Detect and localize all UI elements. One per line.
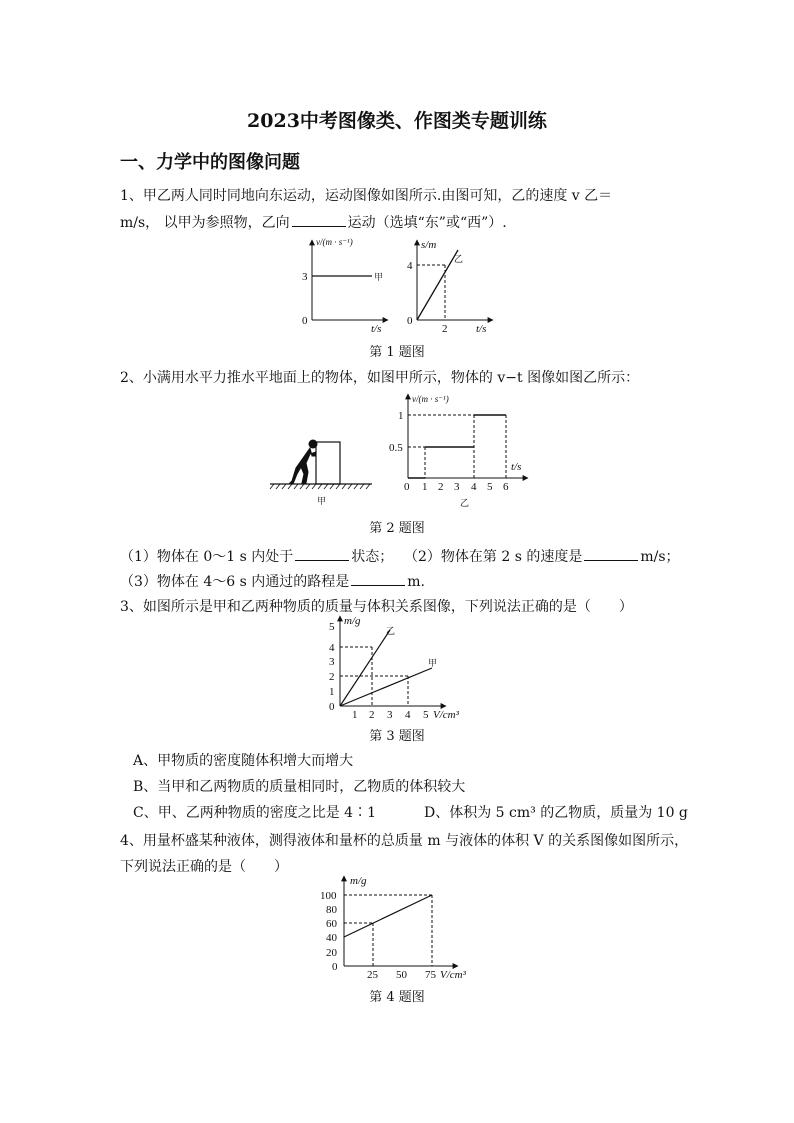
q3-label-yi: 乙 bbox=[386, 626, 396, 636]
q3-series-jia bbox=[340, 668, 432, 706]
q2-chart-label-yi: 乙 bbox=[460, 498, 470, 508]
q2-xtick-0: 0 bbox=[404, 481, 410, 493]
document-title: 2023中考图像类、作图类专题训练 bbox=[247, 110, 547, 132]
q2-ylabel: v/(m · s⁻¹) bbox=[412, 394, 449, 404]
question-1-line-2 bbox=[120, 212, 507, 232]
q4-origin: 0 bbox=[332, 961, 338, 973]
q2-xtick-4: 4 bbox=[471, 481, 477, 493]
q4-xtick-25: 25 bbox=[367, 969, 378, 981]
q3-xtick-4: 4 bbox=[405, 709, 411, 721]
question-3-option-b[interactable]: B、当甲和乙两物质的质量相同时，乙物质的体积较大 bbox=[133, 779, 466, 795]
q4-xtick-50: 50 bbox=[396, 969, 407, 981]
sub2-tail: m/s； bbox=[640, 549, 680, 565]
sub3-tail: m. bbox=[407, 574, 425, 590]
question-1-unit: m/s， 以甲为参照物，乙向 bbox=[120, 215, 290, 231]
question-2-caption: 第 2 题图 bbox=[369, 521, 425, 536]
ground-hatching bbox=[270, 484, 370, 489]
q3-xtick-2: 2 bbox=[369, 709, 375, 721]
q4-xlabel: V/cm³ bbox=[440, 969, 466, 981]
person-pushing-icon bbox=[289, 440, 317, 484]
q2-xtick-2: 2 bbox=[438, 481, 444, 493]
question-4-caption: 第 4 题图 bbox=[369, 990, 425, 1005]
sub1-text: （1）物体在 0～1 s 内处于 bbox=[120, 549, 294, 565]
question-3-option-d[interactable]: D、体积为 5 cm³ 的乙物质，质量为 10 g bbox=[424, 805, 688, 821]
push-figure-label-jia: 甲 bbox=[317, 496, 327, 506]
q2-ytick-1: 1 bbox=[398, 410, 404, 422]
q3-label-jia: 甲 bbox=[428, 658, 438, 668]
question-2-sub-1 bbox=[120, 546, 393, 566]
q1-chart-distance bbox=[407, 239, 493, 335]
question-1-blank[interactable] bbox=[292, 214, 346, 227]
q4-ylabel: m/g bbox=[350, 875, 367, 887]
q4-ytick-60: 60 bbox=[326, 918, 337, 930]
q1a-origin: 0 bbox=[302, 315, 308, 327]
question-3-caption: 第 3 题图 bbox=[369, 729, 425, 744]
q3-ytick-4: 4 bbox=[329, 642, 335, 654]
q3-guides bbox=[340, 647, 408, 706]
q2-xtick-1: 1 bbox=[422, 481, 428, 493]
question-1-figure bbox=[290, 236, 500, 336]
question-3-text: 3、如图所示是甲和乙两种物质的质量与体积关系图像，下列说法正确的是（ ） bbox=[120, 599, 633, 615]
q1b-ylabel: s/m bbox=[421, 239, 437, 251]
q1b-xlabel: t/s bbox=[476, 323, 487, 335]
q1a-ytick-3: 3 bbox=[302, 271, 308, 283]
question-3-option-a[interactable]: A、甲物质的密度随体积增大而增大 bbox=[133, 753, 354, 769]
q1b-ytick-4: 4 bbox=[407, 260, 413, 272]
question-2-vt-chart bbox=[384, 390, 534, 510]
question-3-option-c[interactable]: C、甲、乙两种物质的密度之比是 4∶1 bbox=[133, 805, 376, 821]
q1a-ylabel: v/(m · s⁻¹) bbox=[316, 237, 353, 247]
q3-ytick-2: 2 bbox=[329, 671, 335, 683]
q3-ylabel: m/g bbox=[344, 615, 361, 627]
section-heading-mechanics: 一、力学中的图像问题 bbox=[120, 152, 300, 173]
sub2-text: （2）物体在第 2 s 的速度是 bbox=[404, 549, 583, 565]
q4-ytick-80: 80 bbox=[326, 904, 337, 916]
question-2-text: 2、小满用水平力推水平地面上的物体，如图甲所示，物体的 v−t 图像如图乙所示： bbox=[120, 370, 640, 386]
q1b-label-yi: 乙 bbox=[454, 254, 464, 264]
q1a-xlabel: t/s bbox=[371, 323, 382, 335]
q1b-xtick-2: 2 bbox=[442, 323, 448, 335]
question-1-caption: 第 1 题图 bbox=[369, 345, 425, 360]
question-1-tail: 运动（选填“东”或“西”）. bbox=[347, 215, 507, 231]
q3-xtick-5: 5 bbox=[423, 709, 429, 721]
q3-xtick-1: 1 bbox=[352, 709, 358, 721]
question-3-chart bbox=[322, 612, 472, 722]
q2-xtick-6: 6 bbox=[503, 481, 509, 493]
box bbox=[316, 442, 340, 484]
sub3-blank[interactable] bbox=[351, 573, 405, 586]
q3-origin: 0 bbox=[329, 701, 335, 713]
q2-xtick-5: 5 bbox=[487, 481, 493, 493]
q3-ytick-1: 1 bbox=[329, 686, 335, 698]
question-4-chart bbox=[318, 872, 488, 982]
q3-series-yi bbox=[340, 630, 390, 706]
q1b-origin: 0 bbox=[407, 315, 413, 327]
question-2-sub-2 bbox=[404, 546, 680, 566]
sub2-blank[interactable] bbox=[584, 548, 638, 561]
sub3-text: （3）物体在 4～6 s 内通过的路程是 bbox=[120, 574, 350, 590]
question-2-sub-3 bbox=[120, 571, 425, 591]
sub1-tail: 状态； bbox=[351, 549, 394, 565]
q3-ytick-3: 3 bbox=[329, 656, 335, 668]
q2-ytick-0-5: 0.5 bbox=[389, 442, 403, 454]
q3-xlabel: V/cm³ bbox=[433, 709, 459, 721]
q4-ytick-20: 20 bbox=[326, 947, 337, 959]
q4-ytick-40: 40 bbox=[326, 932, 337, 944]
q2-xtick-3: 3 bbox=[454, 481, 460, 493]
question-4-line-2: 下列说法正确的是（ ） bbox=[120, 859, 288, 875]
q3-ytick-5: 5 bbox=[329, 621, 335, 633]
q2-xlabel: t/s bbox=[511, 461, 522, 473]
q1b-series-yi bbox=[417, 250, 458, 320]
question-1-line-1: 1、甲乙两人同时同地向东运动，运动图像如图所示.由图可知，乙的速度 v 乙＝ bbox=[120, 188, 613, 204]
sub1-blank[interactable] bbox=[295, 548, 349, 561]
q1a-label-jia: 甲 bbox=[374, 272, 384, 282]
q3-xtick-3: 3 bbox=[387, 709, 393, 721]
q4-ytick-100: 100 bbox=[320, 890, 337, 902]
q1-chart-velocity bbox=[302, 237, 388, 335]
question-2-push-figure bbox=[266, 436, 376, 508]
q4-xtick-75: 75 bbox=[425, 969, 436, 981]
question-4-line-1: 4、用量杯盛某种液体，测得液体和量杯的总质量 m 与液体的体积 V 的关系图像如图所示， bbox=[120, 833, 689, 849]
q4-series bbox=[344, 895, 432, 937]
